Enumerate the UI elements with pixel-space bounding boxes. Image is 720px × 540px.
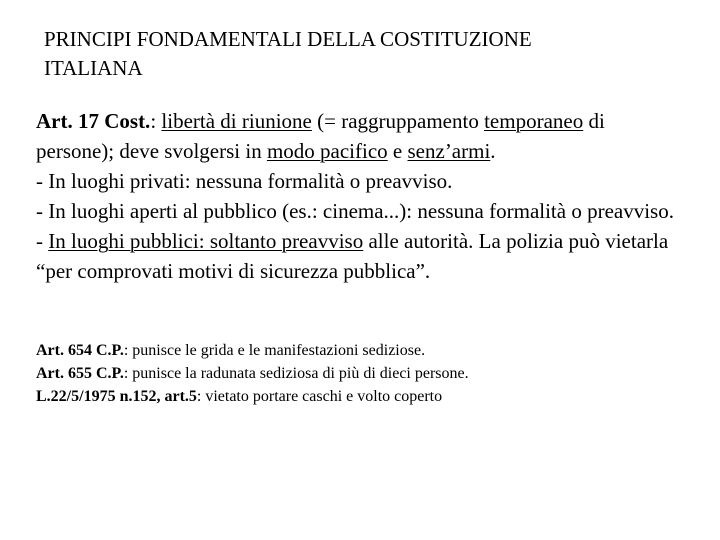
paragraph-private-places: - In luoghi privati: nessuna formalità o preavviso. — [36, 169, 453, 193]
body-text: . — [490, 139, 496, 163]
term-senza-armi: senz’armi — [407, 139, 491, 163]
paragraph-art-17 — [36, 106, 686, 166]
body-text: (= raggruppamento — [311, 109, 485, 133]
legal-references — [36, 339, 696, 408]
reference-text: : vietato portare caschi e volto coperto — [196, 388, 443, 405]
reference-text: : punisce la radunata sediziosa di più di dieci persone. — [123, 365, 469, 382]
reference-item — [36, 339, 696, 362]
body-text: e — [387, 139, 408, 163]
reference-item — [36, 385, 696, 408]
dash: - — [36, 229, 49, 253]
body-text: alle autorità. La polizia può vietarla “per comprovati motivi di sicurezza pubblica”. — [36, 229, 669, 283]
reference-label: Art. 654 C.P. — [36, 342, 124, 359]
slide-title — [44, 25, 664, 83]
paragraph-public-places — [36, 226, 686, 286]
colon: : — [150, 109, 162, 133]
term-modo-pacifico: modo pacifico — [266, 139, 388, 163]
reference-item — [36, 362, 696, 385]
term-temporaneo: temporaneo — [484, 109, 584, 133]
body-text: di persone); deve svolgersi in — [36, 109, 605, 163]
title-line-2: ITALIANA — [44, 56, 143, 80]
slide-body — [36, 106, 686, 286]
paragraph-public-open-places: - In luoghi aperti al pubblico (es.: cinema...): nessuna formalità o preavviso. — [36, 199, 674, 223]
article-reference: Art. 17 Cost. — [36, 109, 151, 133]
term-luoghi-pubblici: In luoghi pubblici: soltanto preavviso — [48, 229, 364, 253]
reference-text: : punisce le grida e le manifestazioni sediziose. — [123, 342, 426, 359]
term-liberta-di-riunione: libertà di riunione — [161, 109, 312, 133]
reference-label: Art. 655 C.P. — [36, 365, 124, 382]
title-line-1: PRINCIPI FONDAMENTALI DELLA COSTITUZIONE — [44, 27, 532, 51]
reference-label: L.22/5/1975 n.152, art.5 — [36, 388, 197, 405]
